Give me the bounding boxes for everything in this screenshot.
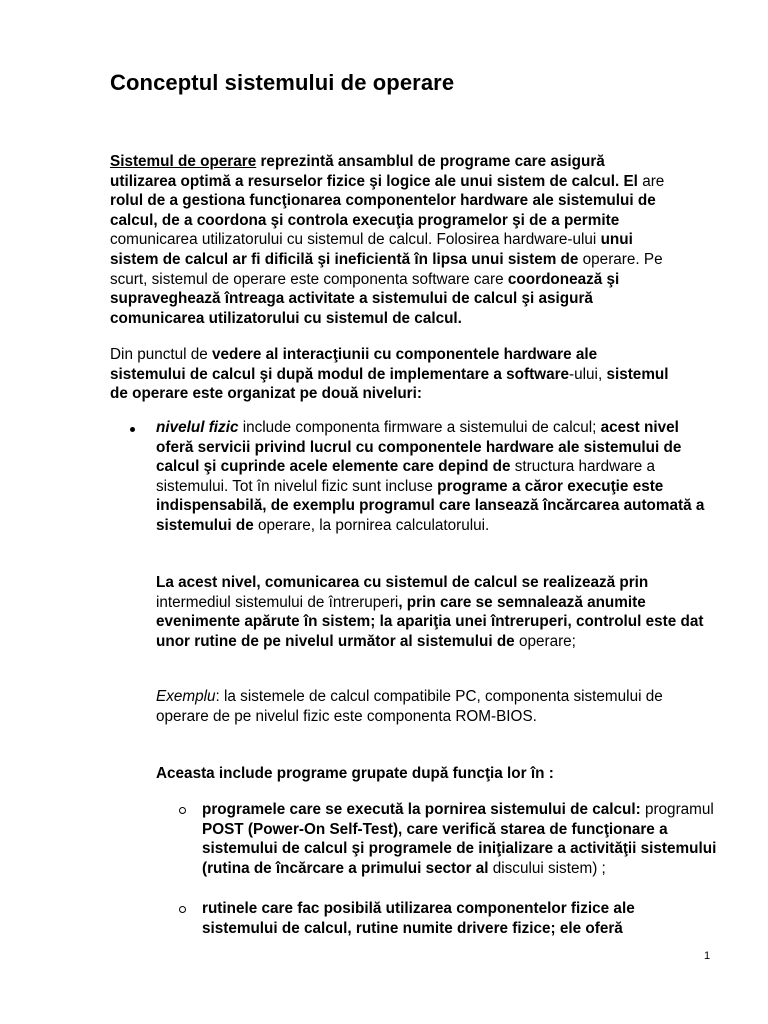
text: acest nivel oferă servicii privind lucrul cu componentele hardware ale sistemului de calcul şi cuprinde acele elemente care depind de [156,419,682,476]
text: vedere al interacţiunii cu componentele hardware ale sistemului de calcul şi după modul de implementare a software [110,346,598,383]
text: La acest nivel, comunicarea cu sistemul de calcul se realizează prin [156,574,649,591]
text: Din punctul de [110,346,213,363]
term-nivelul-fizic: nivelul fizic [156,419,239,436]
paragraph-example [156,687,666,726]
text: operare, la pornirea calculatorului. [258,516,490,534]
page-number: 1 [704,950,711,962]
text: unui sistem de calcul ar fi dificilă şi ineficientă în lipsa unui sistem de [110,231,633,268]
sub-bullet-drivers: rutinele care fac posibilă utilizarea componentelor fizice ale sistemului de calcul, rutine numite drivere fizice; ele oferă [202,900,635,937]
paragraph-levels-intro [110,345,670,404]
text: , care verifică starea de funcţionare a sistemului de calcul şi programele de iniţializare a activităţii sistemului (rutina de încărcare a primului sector al [202,820,717,877]
text: , prin care se semnalează anumite evenimente apărute în sistem; la apariţia unei întreruperi, controlul este dat unor rutine de pe nivelul următor al sistemului de [156,593,704,650]
text: -ului, [569,365,603,383]
text: operare. Pe scurt, sistemul de operare este componenta software care [110,250,663,288]
text: reprezintă ansamblul de programe care asigură utilizarea optimă a resurselor fizice şi logice ale unui sistem de calcul. El [110,153,638,190]
term-exemplu: Exemplu [156,688,216,705]
text: discului sistem) ; [492,859,606,877]
text: programele care se execută la pornirea sistemului de calcul: [202,801,641,818]
sub-bullet-icon [179,906,186,913]
paragraph-definition [110,152,670,328]
sub-bullet-icon [179,807,186,814]
paragraph-interrupts [156,573,716,651]
text: : la sistemele de calcul compatibile PC, componenta sistemului de operare de pe nivelul fizic este componenta ROM-BIOS. [156,688,663,725]
text: structura hardware a sistemului. Tot în nivelul fizic sunt incluse [156,458,656,495]
text: programe a căror execuţie este indispensabilă, de exemplu programul care lansează încărcarea automată a sistemului de [156,477,705,534]
text: coordonează şi supraveghează întreaga activitate a sistemului de calcul şi asigură comunicarea utilizatorului cu sistemul de calcul. [110,270,620,327]
text: POST (Power-On Self-Test) [202,820,399,838]
bullet-nivelul-fizic [156,418,718,536]
text: programul [644,801,714,818]
term-sistemul-de-operare: Sistemul de operare [110,153,257,170]
text: are [642,172,665,190]
text: comunicarea utilizatorului cu sistemul de calcul. Folosirea hardware-ului [110,231,601,249]
text: rolul de a gestiona funcţionarea componentelor hardware ale sistemului de calcul, de a coordona şi controla execuţia programelor şi de a permite [110,192,656,229]
text: sistemul de operare este organizat pe două niveluri: [110,365,669,403]
bullet-icon [130,427,135,432]
text: intermediul sistemului de întreruperi [156,593,399,611]
text: operare; [518,632,576,650]
page-title: Conceptul sistemului de operare [110,70,455,95]
paragraph-functions-intro: Aceasta include programe grupate după funcţia lor în : [156,765,554,782]
sub-bullet-startup-programs [202,800,722,878]
text: include componenta firmware a sistemului de calcul; [238,419,597,436]
